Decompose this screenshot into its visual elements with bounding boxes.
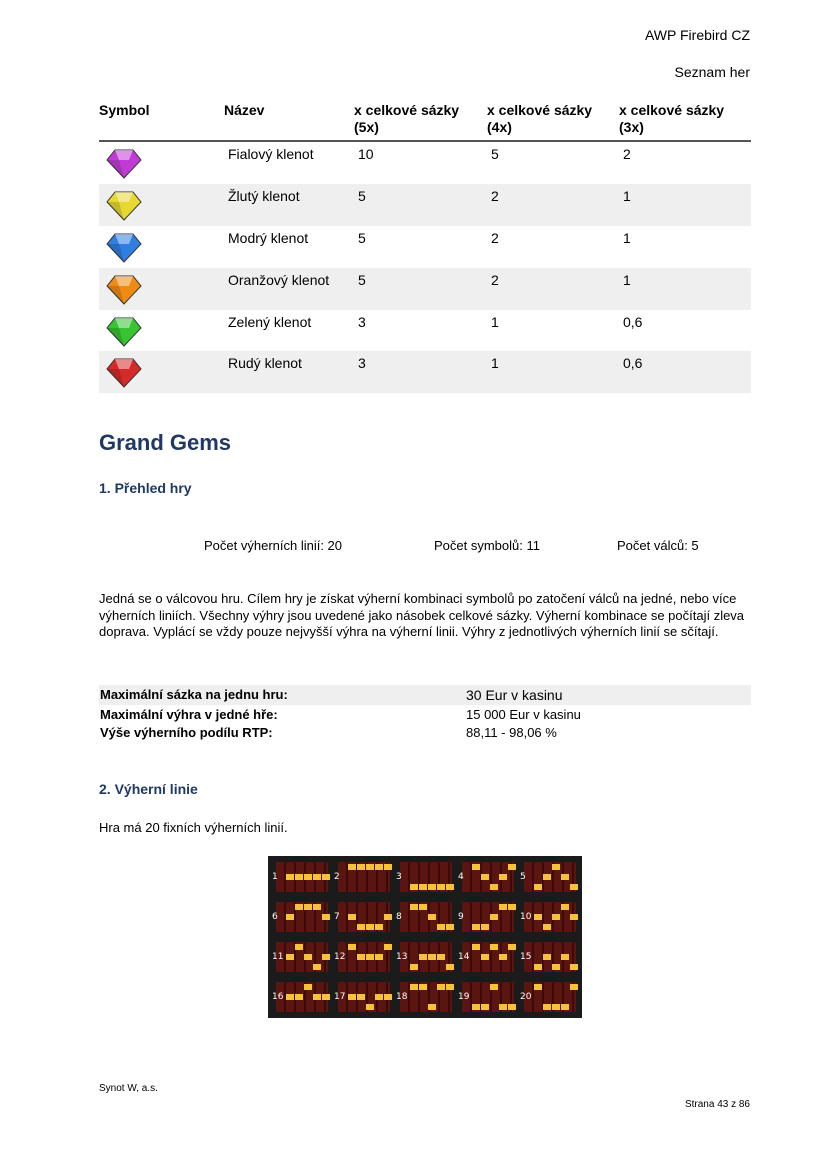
payout-3x: 1 xyxy=(623,230,631,246)
payline-marker xyxy=(357,994,365,1000)
payline-marker xyxy=(384,864,392,870)
payline-16 xyxy=(270,978,330,1015)
payout-5x: 5 xyxy=(358,230,366,246)
payline-marker xyxy=(543,924,551,930)
payline-marker xyxy=(561,954,569,960)
payline-number: 20 xyxy=(520,992,532,1002)
payline-marker xyxy=(437,924,445,930)
col-header-symbol: Symbol xyxy=(99,102,150,118)
payline-marker xyxy=(570,964,578,970)
info-row-rtp xyxy=(99,725,751,743)
payline-marker xyxy=(428,954,436,960)
payline-marker xyxy=(286,874,294,880)
payline-marker xyxy=(375,994,383,1000)
payline-marker xyxy=(366,924,374,930)
payout-4x: 2 xyxy=(491,272,499,288)
payline-marker xyxy=(286,914,294,920)
payline-marker xyxy=(543,1004,551,1010)
payout-4x: 5 xyxy=(491,146,499,162)
payline-marker xyxy=(348,994,356,1000)
payline-marker xyxy=(490,984,498,990)
paylines-diagram xyxy=(268,856,582,1018)
table-row xyxy=(99,351,751,393)
payline-number: 15 xyxy=(520,952,532,962)
col-header-3x: x celkové sázky (3x) xyxy=(619,102,725,135)
payout-3x: 1 xyxy=(623,188,631,204)
payline-marker xyxy=(419,984,427,990)
payline-marker xyxy=(472,864,480,870)
payline-marker xyxy=(552,1004,560,1010)
payline-5 xyxy=(518,858,578,895)
payout-5x: 3 xyxy=(358,314,366,330)
payline-marker xyxy=(437,954,445,960)
payline-marker xyxy=(322,914,330,920)
payline-marker xyxy=(508,904,516,910)
section-overview-heading: 1. Přehled hry xyxy=(99,480,192,496)
game-description: Jedná se o válcovou hru. Cílem hry je získat výherní kombinaci symbolů po zatočení válců na jedné, nebo více výherních liniích. Všechny výhry jsou uvedené jako násobek celkové sázky. Výherní kombinace se počítají zleva doprava. Vyplácí se vždy pouze nejvyšší výhra na výherní linii. Výhry z jednotlivých výherních linií se sčítají. xyxy=(99,591,745,639)
payline-marker xyxy=(428,914,436,920)
payline-marker xyxy=(410,904,418,910)
payline-number: 18 xyxy=(396,992,408,1002)
blue-gem-icon xyxy=(105,230,143,264)
info-value: 30 Eur v kasinu xyxy=(466,687,563,703)
payline-marker xyxy=(570,984,578,990)
payline-marker xyxy=(304,954,312,960)
payline-8 xyxy=(394,898,454,935)
payline-18 xyxy=(394,978,454,1015)
payline-number: 6 xyxy=(272,912,278,922)
payline-number: 9 xyxy=(458,912,464,922)
payout-4x: 2 xyxy=(491,188,499,204)
payline-marker xyxy=(295,874,303,880)
payline-marker xyxy=(428,1004,436,1010)
payout-4x: 2 xyxy=(491,230,499,246)
payline-marker xyxy=(508,944,516,950)
info-row-max-win xyxy=(99,707,751,725)
payline-number: 10 xyxy=(520,912,532,922)
payline-number: 2 xyxy=(334,872,340,882)
payline-marker xyxy=(313,874,321,880)
payline-number: 11 xyxy=(272,952,284,962)
symbol-name: Fialový klenot xyxy=(228,146,314,162)
symbol-name: Modrý klenot xyxy=(228,230,309,246)
payline-marker xyxy=(295,994,303,1000)
payline-marker xyxy=(304,904,312,910)
orange-gem-icon xyxy=(105,272,143,306)
payline-marker xyxy=(357,864,365,870)
payline-marker xyxy=(534,914,542,920)
payout-3x: 0,6 xyxy=(623,314,643,330)
payline-marker xyxy=(534,984,542,990)
payline-number: 13 xyxy=(396,952,408,962)
payline-marker xyxy=(446,964,454,970)
payout-5x: 5 xyxy=(358,188,366,204)
payline-4 xyxy=(456,858,516,895)
payout-3x: 1 xyxy=(623,272,631,288)
payline-marker xyxy=(286,994,294,1000)
payline-marker xyxy=(490,884,498,890)
payline-marker xyxy=(508,1004,516,1010)
payline-marker xyxy=(357,924,365,930)
payline-marker xyxy=(366,1004,374,1010)
payline-marker xyxy=(561,1004,569,1010)
payline-marker xyxy=(446,884,454,890)
payline-marker xyxy=(437,884,445,890)
payline-marker xyxy=(481,924,489,930)
payline-number: 17 xyxy=(334,992,346,1002)
payline-number: 4 xyxy=(458,872,464,882)
payline-marker xyxy=(313,964,321,970)
table-row xyxy=(99,226,751,268)
payline-marker xyxy=(286,954,294,960)
payline-marker xyxy=(508,864,516,870)
payout-4x: 1 xyxy=(491,355,499,371)
payline-13 xyxy=(394,938,454,975)
payline-14 xyxy=(456,938,516,975)
info-label: Výše výherního podílu RTP: xyxy=(100,725,273,740)
payline-marker xyxy=(543,874,551,880)
payout-3x: 0,6 xyxy=(623,355,643,371)
table-row xyxy=(99,310,751,352)
payline-marker xyxy=(295,944,303,950)
payline-marker xyxy=(552,864,560,870)
payline-marker xyxy=(472,1004,480,1010)
payline-marker xyxy=(322,954,330,960)
payline-12 xyxy=(332,938,392,975)
payline-number: 19 xyxy=(458,992,470,1002)
payline-marker xyxy=(375,864,383,870)
info-row-max-bet xyxy=(99,685,751,705)
payline-marker xyxy=(446,984,454,990)
payline-marker xyxy=(384,944,392,950)
payline-marker xyxy=(490,944,498,950)
symbol-name: Oranžový klenot xyxy=(228,272,330,288)
info-value: 88,11 - 98,06 % xyxy=(466,725,557,740)
purple-gem-icon xyxy=(105,146,143,180)
payline-marker xyxy=(410,964,418,970)
payline-marker xyxy=(472,944,480,950)
payline-number: 12 xyxy=(334,952,346,962)
payline-20 xyxy=(518,978,578,1015)
payline-17 xyxy=(332,978,392,1015)
payline-number: 3 xyxy=(396,872,402,882)
payline-marker xyxy=(375,924,383,930)
payout-3x: 2 xyxy=(623,146,631,162)
payline-marker xyxy=(446,924,454,930)
payline-marker xyxy=(322,874,330,880)
payline-marker xyxy=(490,914,498,920)
payline-marker xyxy=(348,944,356,950)
payline-marker xyxy=(437,984,445,990)
payline-marker xyxy=(375,954,383,960)
payline-marker xyxy=(322,994,330,1000)
payout-4x: 1 xyxy=(491,314,499,330)
payline-marker xyxy=(313,904,321,910)
payline-marker xyxy=(366,864,374,870)
payline-marker xyxy=(472,924,480,930)
payline-marker xyxy=(499,954,507,960)
table-row xyxy=(99,142,751,184)
payline-marker xyxy=(357,954,365,960)
payline-marker xyxy=(561,874,569,880)
payline-number: 7 xyxy=(334,912,340,922)
col-header-4x: x celkové sázky (4x) xyxy=(487,102,593,135)
green-gem-icon xyxy=(105,314,143,348)
payline-marker xyxy=(419,884,427,890)
yellow-gem-icon xyxy=(105,188,143,222)
payline-marker xyxy=(348,914,356,920)
payline-marker xyxy=(419,954,427,960)
payline-marker xyxy=(428,884,436,890)
payline-3 xyxy=(394,858,454,895)
payline-15 xyxy=(518,938,578,975)
info-label: Maximální výhra v jedné hře: xyxy=(100,707,278,722)
payline-marker xyxy=(481,954,489,960)
payline-marker xyxy=(313,994,321,1000)
payline-number: 14 xyxy=(458,952,470,962)
footer-company: Synot W, a.s. xyxy=(99,1083,158,1094)
payline-19 xyxy=(456,978,516,1015)
payline-marker xyxy=(384,994,392,1000)
game-title: Grand Gems xyxy=(99,430,232,455)
info-value: 15 000 Eur v kasinu xyxy=(466,707,581,722)
payline-marker xyxy=(561,904,569,910)
stat-symbols: Počet symbolů: 11 xyxy=(434,538,540,553)
symbol-name: Rudý klenot xyxy=(228,355,302,371)
col-header-5x: x celkové sázky (5x) xyxy=(354,102,460,135)
document-subtitle: Seznam her xyxy=(674,64,750,80)
payline-marker xyxy=(481,874,489,880)
paylines-description: Hra má 20 fixních výherních linií. xyxy=(99,820,288,835)
payline-marker xyxy=(348,864,356,870)
payline-10 xyxy=(518,898,578,935)
payline-marker xyxy=(481,1004,489,1010)
payline-number: 8 xyxy=(396,912,402,922)
payline-marker xyxy=(384,914,392,920)
payline-marker xyxy=(552,914,560,920)
table-row xyxy=(99,268,751,310)
payline-marker xyxy=(499,1004,507,1010)
payline-2 xyxy=(332,858,392,895)
table-row xyxy=(99,184,751,226)
payline-marker xyxy=(499,904,507,910)
payline-marker xyxy=(534,884,542,890)
payline-6 xyxy=(270,898,330,935)
payline-11 xyxy=(270,938,330,975)
payline-marker xyxy=(570,884,578,890)
payout-5x: 3 xyxy=(358,355,366,371)
info-label: Maximální sázka na jednu hru: xyxy=(100,687,288,702)
payline-marker xyxy=(304,984,312,990)
payline-marker xyxy=(366,954,374,960)
page-number: Strana 43 z 86 xyxy=(684,1099,750,1110)
payout-5x: 5 xyxy=(358,272,366,288)
payline-marker xyxy=(295,904,303,910)
payline-marker xyxy=(499,874,507,880)
stat-paylines: Počet výherních linií: 20 xyxy=(204,538,343,553)
payline-marker xyxy=(534,964,542,970)
payline-marker xyxy=(419,904,427,910)
payline-number: 16 xyxy=(272,992,284,1002)
col-header-name: Název xyxy=(224,102,265,118)
payout-5x: 10 xyxy=(358,146,374,162)
section-paylines-heading: 2. Výherní linie xyxy=(99,781,198,797)
symbol-name: Žlutý klenot xyxy=(228,188,300,204)
payline-marker xyxy=(570,914,578,920)
red-gem-icon xyxy=(105,355,143,389)
payline-1 xyxy=(270,858,330,895)
payline-marker xyxy=(552,964,560,970)
payline-marker xyxy=(410,984,418,990)
payline-marker xyxy=(304,874,312,880)
stat-reels: Počet válců: 5 xyxy=(617,538,699,553)
payline-9 xyxy=(456,898,516,935)
payline-number: 5 xyxy=(520,872,526,882)
company-name: AWP Firebird CZ xyxy=(644,27,750,43)
payline-marker xyxy=(543,954,551,960)
payline-number: 1 xyxy=(272,872,278,882)
symbol-name: Zelený klenot xyxy=(228,314,312,330)
payline-7 xyxy=(332,898,392,935)
payline-marker xyxy=(410,884,418,890)
